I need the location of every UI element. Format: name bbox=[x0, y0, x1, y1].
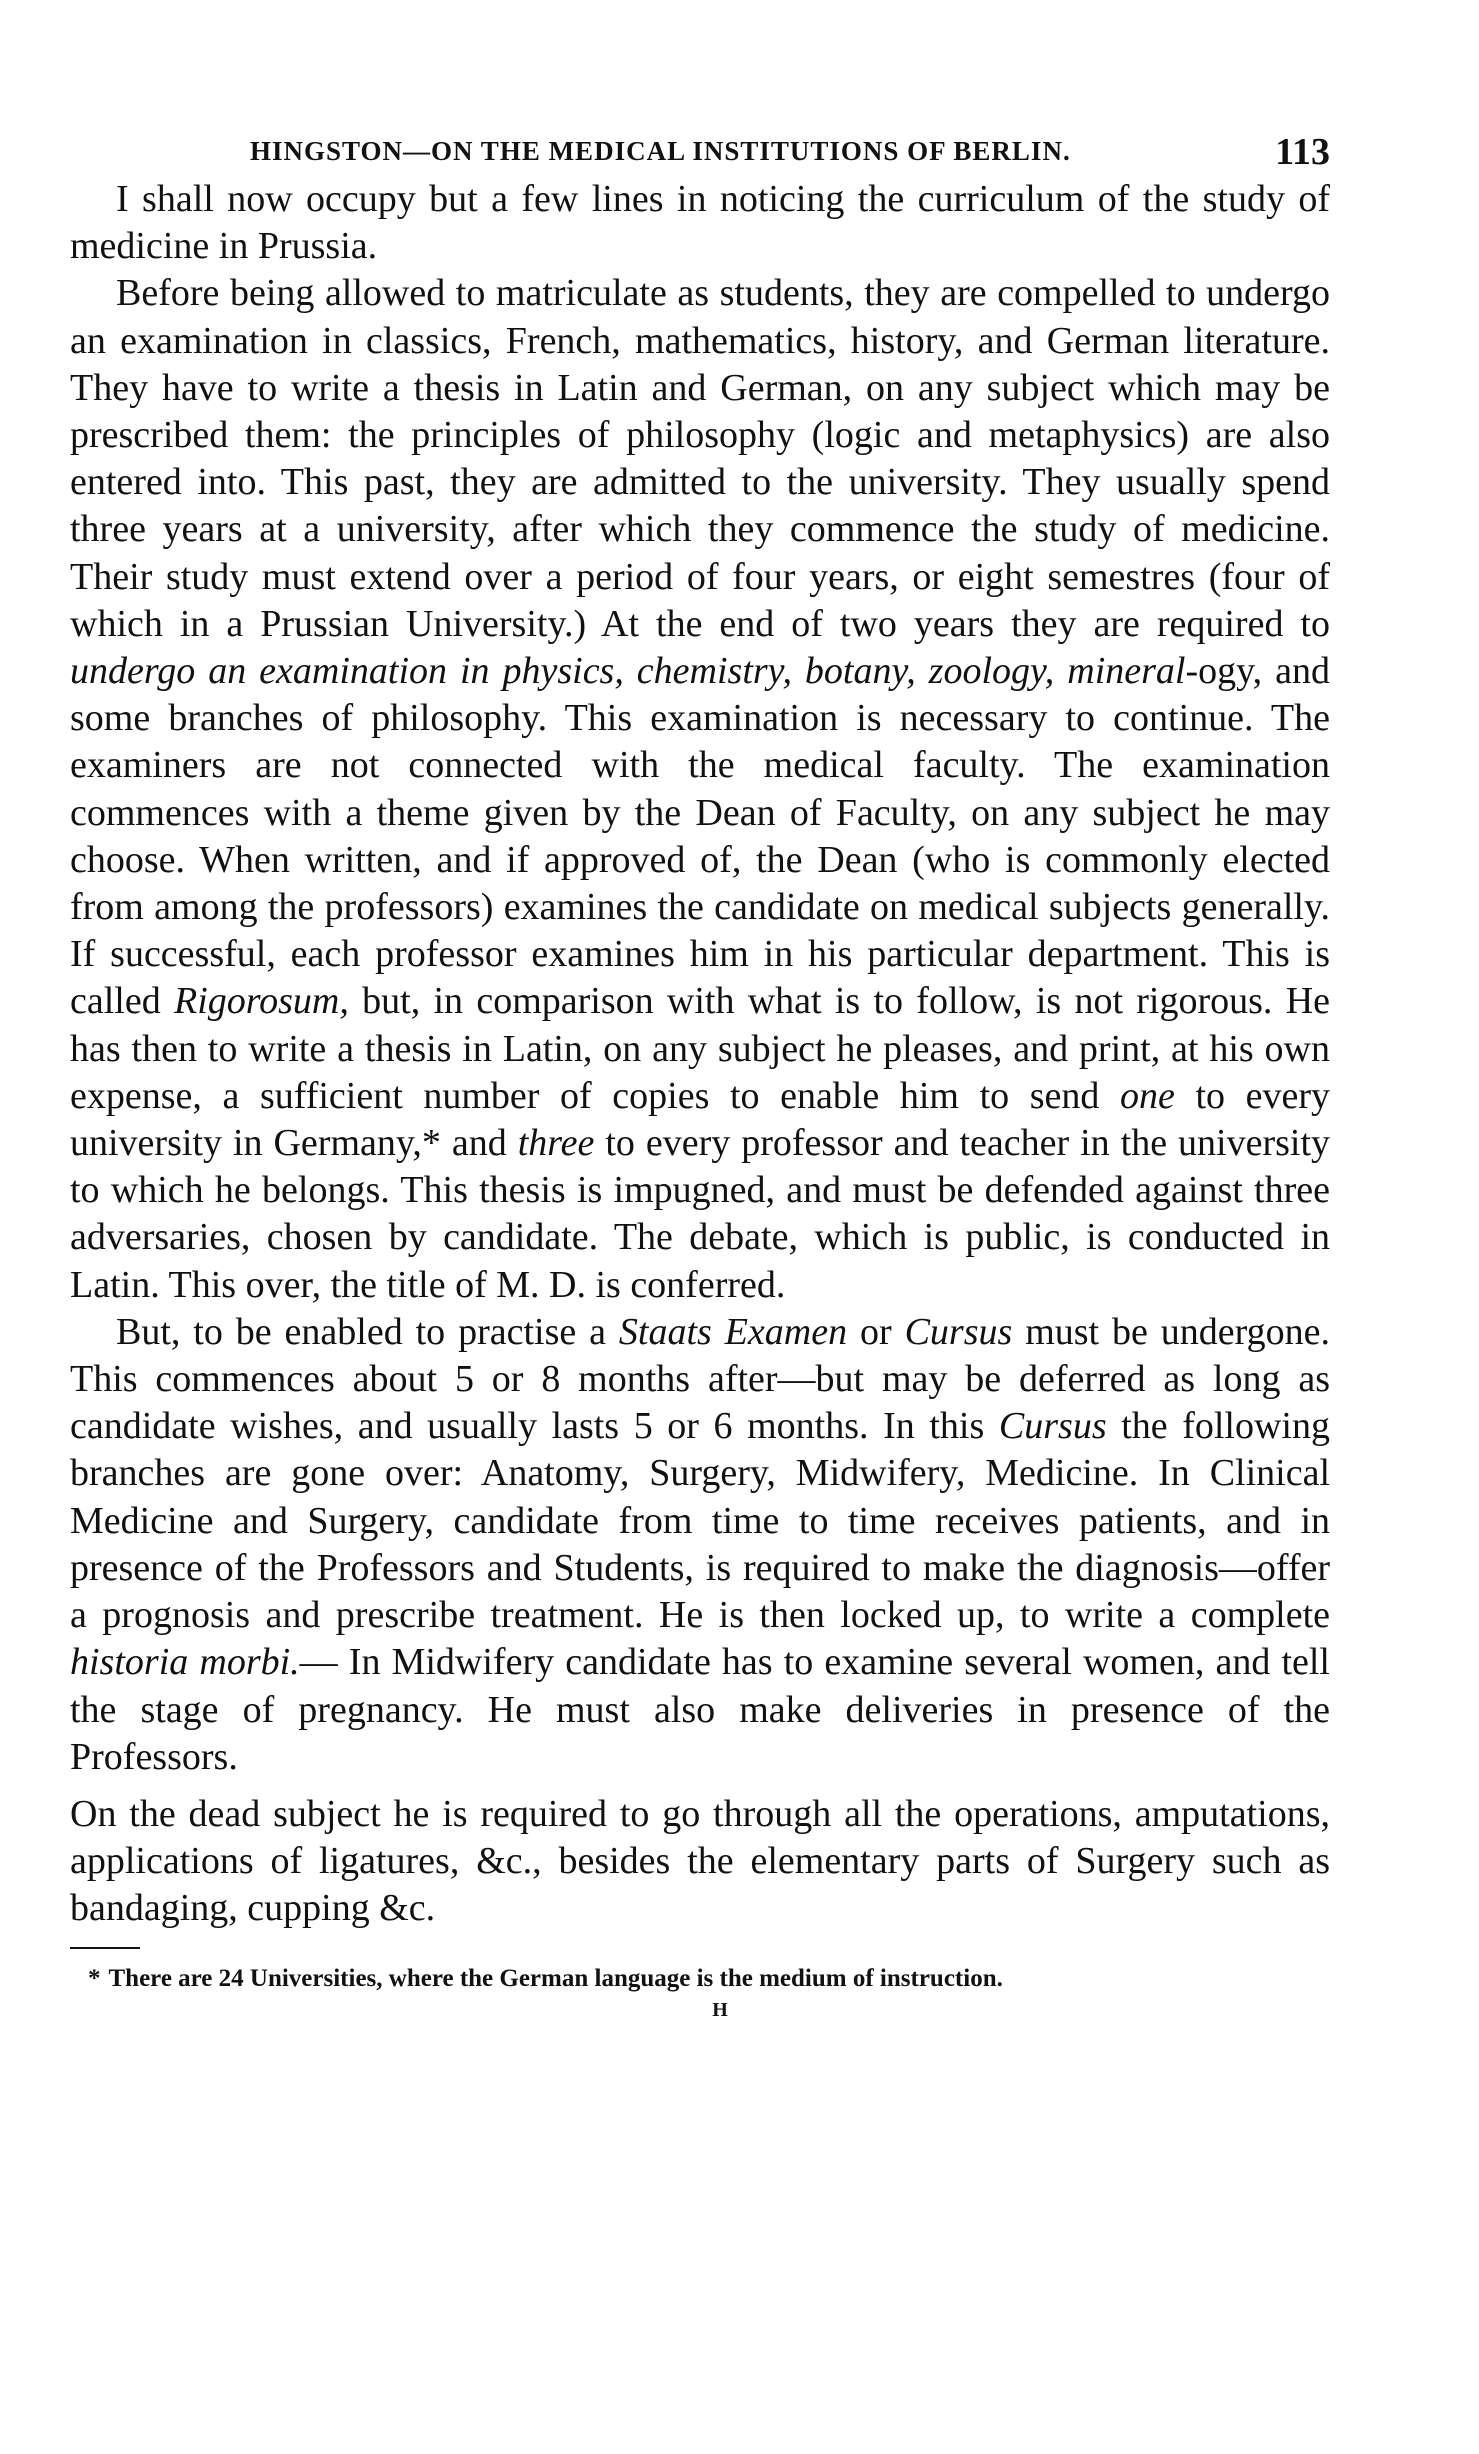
text-segment: I shall now occupy but a few lines in noticing the curriculum of the study of medicine in Prussia. bbox=[70, 178, 1330, 268]
paragraph-curriculum-intro bbox=[70, 176, 1330, 270]
italic-segment: three bbox=[517, 1122, 595, 1165]
text-segment: — In Midwifery candidate has to examine several women, and tell the stage of pregnancy. He must also make deliveries in presence of the Professors. bbox=[70, 1641, 1330, 1778]
text-segment: Before being allowed to matriculate as students, they are compelled to undergo an examination in classics, French, mathematics, history, and German literature. They have to write a thesis in Latin and German, on any subject which may be prescribed them: the principles of philosophy (logic and metaphysics) are also entered into. This past, they are admitted to the university. They usually spend three years at a university, after which they commence the study of medicine. Their study must extend over a period of four years, or eight semestres (four of which in a Prussian University.) At the end of two years they are required to bbox=[70, 272, 1330, 645]
italic-segment: one bbox=[1119, 1074, 1175, 1117]
paragraph-dead-subject bbox=[70, 1791, 1330, 1933]
italic-segment: Cursus bbox=[998, 1405, 1107, 1448]
footnote-divider bbox=[70, 1947, 140, 1949]
text-segment: On the dead subject he is required to go through all the operations, amputations, applications of ligatures, &c., besides the elementary parts of Surgery such as bandaging, cupping &c. bbox=[70, 1792, 1330, 1930]
italic-segment: undergo an examination in physics, chemistry, botany, zoology, mineral- bbox=[70, 650, 1199, 693]
running-head bbox=[70, 118, 1330, 176]
page-number: 113 bbox=[1275, 131, 1330, 173]
text-segment: to every professor and teacher in the university to which he belongs. This thesis is impugned, and must be defended against three adversaries, chosen by candidate. The debate, which is public, is conducted in Latin. This over, the title of M. D. is conferred. bbox=[70, 1122, 1331, 1306]
paragraph-staats-examen bbox=[70, 1309, 1330, 1781]
text-segment: the following branches are gone over: Anatomy, Surgery, Midwifery, Medicine. In Clinical Medicine and Surgery, candidate from time to time receives patients, and in presence of the Professors and Students, is required to make the diagnosis—offer a prognosis and prescribe treatment. He is then locked up, to write a complete bbox=[70, 1405, 1330, 1637]
italic-segment: Staats Examen bbox=[618, 1310, 848, 1353]
italic-segment: Cursus bbox=[904, 1310, 1013, 1353]
text-segment: to every university in Germany,* and bbox=[70, 1074, 1330, 1165]
signature-mark: H bbox=[712, 1998, 728, 2021]
text-segment: But, to be enabled to practise a bbox=[116, 1310, 619, 1353]
text-segment: ogy, and some branches of philosophy. This examination is necessary to continue. The examiners are not connected with the medical faculty. The examination commences with a theme given by the Dean of Faculty, on any subject he may choose. When written, and if approved of, the Dean (who is commonly elected from among the professors) examines the candidate on medical subjects generally. If successful, each professor examines him in his particular department. This is called bbox=[70, 650, 1330, 1023]
footnote bbox=[70, 1965, 1330, 1993]
italic-segment: Rigorosum, bbox=[174, 980, 349, 1023]
italic-segment: historia morbi. bbox=[70, 1641, 300, 1684]
document-page bbox=[70, 118, 1330, 2022]
footnote-mark: * bbox=[88, 1964, 101, 1992]
footnote-text: There are 24 Universities, where the German language is the medium of instruction. bbox=[108, 1964, 1003, 1992]
running-title: HINGSTON—ON THE MEDICAL INSTITUTIONS OF BERLIN. bbox=[250, 136, 1071, 166]
text-segment: must be undergone. This commences about 5 or 8 months after—but may be deferred as long as candidate wishes, and usually lasts 5 or 6 months. In this bbox=[70, 1310, 1330, 1448]
text-segment: or bbox=[847, 1310, 905, 1353]
body-text bbox=[70, 176, 1330, 1933]
paragraph-matriculation bbox=[70, 270, 1330, 1308]
text-segment: but, in comparison with what is to follow, is not rigorous. He has then to write a thesis in Latin, on any subject he pleases, and print, at his own expense, a sufficient number of copies to enable him to send bbox=[70, 980, 1331, 1117]
